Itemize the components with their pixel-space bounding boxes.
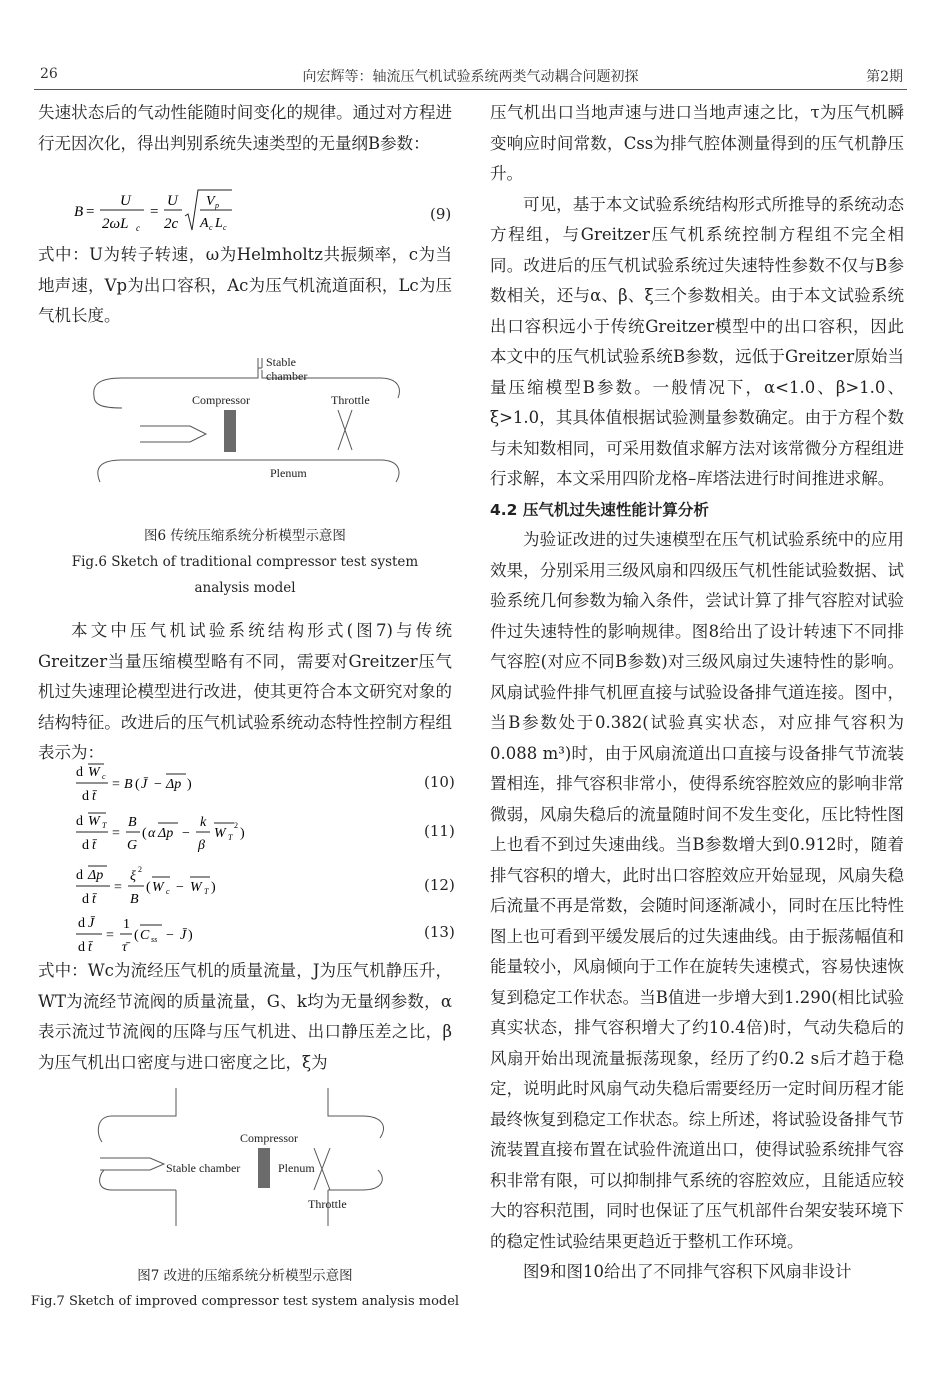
svg-text:J̄: J̄: [141, 777, 148, 792]
svg-text:t̄: t̄: [92, 838, 96, 853]
fig7-label-plenum: Plenum: [278, 1161, 315, 1175]
header-rule: [34, 89, 907, 90]
equation-12: [74, 862, 274, 916]
svg-text:(: (: [142, 826, 147, 841]
eq-12-number: (12): [424, 876, 455, 894]
fig6-caption-en-1: Fig.6 Sketch of traditional compressor test system: [71, 554, 419, 570]
equation-11: [74, 808, 294, 862]
svg-text:c: c: [223, 223, 227, 232]
fig6-caption-cn: 图6 传统压缩系统分析模型示意图: [144, 528, 346, 544]
right-para-1: 压气机出口当地声速与进口当地声速之比，τ为压气机瞬变响应时间常数，Css为排气腔体测量得到的压气机静压升。: [490, 103, 904, 183]
equation-10: [74, 760, 274, 810]
section-heading-4-2: 4.2 压气机过失速性能计算分析: [490, 500, 709, 519]
svg-text:=: =: [150, 204, 159, 220]
svg-text:T: T: [102, 821, 107, 830]
figure-7-diagram: [92, 1086, 412, 1246]
svg-text:J̄: J̄: [88, 916, 95, 931]
svg-text:J̄: J̄: [180, 928, 187, 943]
svg-text:U: U: [167, 193, 178, 209]
equation-10-formula: [74, 760, 274, 806]
svg-text:(: (: [135, 777, 140, 792]
svg-text:d: d: [76, 814, 83, 829]
left-para-2-text: 式中：U为转子转速，ω为Helmholtz共振频率，c为当地声速，Vp为出口容积，Ac为压气机流道面积，Lc为压气机长度。: [38, 245, 452, 325]
svg-text:T: T: [204, 887, 209, 896]
eq-13-number: (13): [424, 923, 455, 941]
fig7-label-compressor: Compressor: [240, 1131, 298, 1145]
svg-text:B: B: [74, 204, 84, 220]
fig6-label-plenum: Plenum: [270, 466, 307, 480]
svg-text:): ): [187, 777, 192, 792]
left-para-2: [38, 240, 452, 332]
svg-text:V: V: [206, 194, 215, 209]
svg-text:d: d: [78, 916, 85, 931]
svg-text:(: (: [146, 880, 151, 895]
svg-text:W: W: [88, 765, 100, 780]
fig6-label-stable: Stable: [266, 355, 296, 369]
issue-label: 第2期: [866, 69, 903, 85]
page-number: 26: [40, 66, 58, 82]
svg-text:B: B: [128, 815, 137, 830]
svg-text:Δp: Δp: [88, 868, 104, 883]
svg-text:d: d: [76, 765, 83, 780]
svg-text:c: c: [209, 223, 213, 232]
svg-text:=: =: [86, 204, 95, 220]
equation-13-formula: [74, 910, 274, 960]
figure-6-diagram: [80, 348, 410, 498]
figure-7: [92, 1086, 412, 1250]
svg-text:W: W: [152, 880, 164, 895]
eq-10-number: (10): [424, 773, 455, 791]
eq-9-number: (9): [430, 205, 452, 223]
svg-text:d: d: [76, 868, 83, 883]
fig6-label-chamber: chamber: [266, 369, 308, 383]
svg-text:G: G: [127, 838, 138, 853]
svg-text:): ): [240, 826, 245, 841]
svg-text:Δp: Δp: [166, 777, 182, 792]
svg-text:d: d: [78, 940, 85, 955]
svg-text:β: β: [198, 838, 205, 853]
svg-text:c: c: [166, 887, 170, 896]
left-para-1-text: 失速状态后的气动性能随时间变化的规律。通过对方程进行无因次化，得出判别系统失速类型的无量纲B参数：: [38, 103, 452, 153]
svg-text:d: d: [82, 789, 89, 804]
fig7-label-throttle: Throttle: [308, 1197, 347, 1211]
svg-text:W: W: [190, 880, 202, 895]
left-para-1: [38, 98, 452, 159]
svg-text:d: d: [82, 892, 89, 907]
svg-text:T: T: [228, 833, 233, 842]
svg-text:2ωL: 2ωL: [102, 216, 129, 232]
right-para-4: 图9和图10给出了不同排气容积下风扇非设计: [523, 1262, 852, 1281]
svg-text:ξ: ξ: [130, 869, 136, 884]
svg-text:2: 2: [138, 865, 142, 874]
svg-text:Δp: Δp: [158, 826, 174, 841]
fig6-label-throttle: Throttle: [331, 393, 370, 407]
fig7-label-stable-chamber: Stable chamber: [166, 1161, 241, 1175]
left-para-3-text: 本文中压气机试验系统结构形式(图7)与传统Greitzer当量压缩模型略有不同，需要对Greitzer压气机过失速理论模型进行改进，使其更符合本文研究对象的结构特征。改进后的压气机试验系统动态特性控制方程组表示为：: [38, 621, 452, 762]
svg-text:c: c: [102, 772, 106, 781]
svg-text:=: =: [112, 826, 120, 841]
svg-text:p: p: [215, 201, 219, 210]
svg-text:k: k: [200, 815, 207, 830]
svg-text:−: −: [176, 880, 184, 895]
svg-text:−: −: [166, 928, 174, 943]
right-para-2: 可见，基于本文试验系统结构形式所推导的系统动态方程组，与Greitzer压气机系统控制方程组不完全相同。改进后的压气机试验系统过失速特性参数不仅与B参数相关，还与α、β、ξ三个参数相关。由于本文试验系统出口容积远小于传统Greitzer模型中的出口容积，因此本文中的压气机试验系统B参数，远低于Greitzer原始当量压缩模型B参数。一般情况下，α<1.0、β>1.0、ξ>1.0，其具体值根据试验测量参数确定。由于方程个数与未知数相同，可采用数值求解方法对该常微分方程组进行求解，本文采用四阶龙格–库塔法进行时间推进求解。: [490, 194, 904, 488]
svg-text:α: α: [148, 826, 156, 841]
svg-text:−: −: [154, 777, 162, 792]
svg-text:1: 1: [123, 917, 130, 932]
svg-text:): ): [188, 928, 193, 943]
svg-text:=: =: [114, 880, 122, 895]
fig6-caption-en-2: analysis model: [194, 580, 296, 596]
svg-text:d: d: [82, 838, 89, 853]
svg-text:t̄: t̄: [92, 789, 96, 804]
equation-9-formula: [72, 186, 272, 234]
svg-text:(: (: [134, 928, 139, 943]
left-para-4: [38, 956, 452, 1078]
svg-text:C: C: [140, 928, 150, 943]
running-title: 向宏辉等：轴流压气机试验系统两类气动耦合问题初探: [302, 69, 639, 85]
svg-text:B: B: [130, 892, 139, 907]
svg-text:−: −: [182, 826, 190, 841]
fig7-caption-cn: 图7 改进的压缩系统分析模型示意图: [137, 1268, 353, 1284]
svg-text:2c: 2c: [164, 216, 179, 232]
svg-text:A: A: [200, 216, 209, 231]
right-column: [490, 98, 904, 1288]
svg-text:τ̄: τ̄: [122, 940, 128, 955]
svg-text:): ): [211, 880, 216, 895]
svg-text:L: L: [215, 216, 223, 231]
svg-text:ss: ss: [151, 935, 158, 944]
equation-9: [72, 186, 272, 238]
equation-12-formula: [74, 862, 274, 912]
left-para-4-text: 式中：Wc为流经压气机的质量流量，J为压气机静压升，WT为流经节流阀的质量流量，G、k均为无量纲参数，α表示流过节流阀的压降与压气机进、出口静压差之比，β为压气机出口密度与进口密度之比，ξ为: [38, 961, 452, 1072]
left-para-3: [38, 616, 452, 769]
svg-text:2: 2: [234, 821, 238, 830]
figure-6: [80, 348, 410, 502]
fig6-label-compressor: Compressor: [192, 393, 250, 407]
fig7-caption-en: Fig.7 Sketch of improved compressor test system analysis model: [30, 1294, 460, 1309]
svg-text:W: W: [88, 814, 100, 829]
svg-text:t̄: t̄: [88, 940, 92, 955]
svg-text:t̄: t̄: [92, 892, 96, 907]
svg-text:=: =: [112, 777, 120, 792]
svg-text:B: B: [124, 777, 133, 792]
right-para-3: 为验证改进的过失速模型在压气机试验系统中的应用效果，分别采用三级风扇和四级压气机性能试验数据、试验系统几何参数为输入条件，尝试计算了排气容腔对试验件过失速特性的影响规律。图8给出了设计转速下不同排气容腔(对应不同B参数)对三级风扇过失速特性的影响。风扇试验件排气机匣直接与试验设备排气道连接。图中，当B参数处于0.382(试验真实状态，对应排气容积为0.088 m³)时，由于风扇流道出口直接与设备排气节流装置相连，排气容积非常小，使得系统容腔效应的影响非常微弱，风扇失稳后的流量随时间不发生变化，压比特性图上也看不到过失速曲线。当B参数增大到0.912时，随着排气容积的增大，此时出口容腔效应开始显现，风扇失稳后流量不再是常数，会随时间逐渐减小，同时在压比特性图上也可看到平缓发展后的过失速曲线。由于振荡幅值和能量较小，风扇倾向于工作在旋转失速模式，容易快速恢复到稳定工作状态。当B值进一步增大到1.290(相比试验真实状态，排气容积增大了约10.4倍)时，气动失稳后的风扇开始出现流量振荡现象，经历了约0.2 s后才趋于稳定，说明此时风扇气动失稳后需要经历一定时间历程才能最终恢复到稳定工作状态。综上所述，将试验设备排气节流装置直接布置在试验件流道出口，使得试验系统排气容积非常有限，可以抑制排气系统的容腔效应，且能适应较大的容积范围，同时也保证了压气机部件台架安装环境下的稳定性试验结果更趋近于整机工作环境。: [490, 530, 904, 1251]
svg-text:W: W: [214, 826, 226, 841]
svg-text:=: =: [106, 928, 114, 943]
eq-11-number: (11): [424, 822, 455, 840]
svg-text:c: c: [136, 223, 140, 233]
equation-11-formula: [74, 808, 294, 858]
svg-text:U: U: [120, 193, 131, 209]
